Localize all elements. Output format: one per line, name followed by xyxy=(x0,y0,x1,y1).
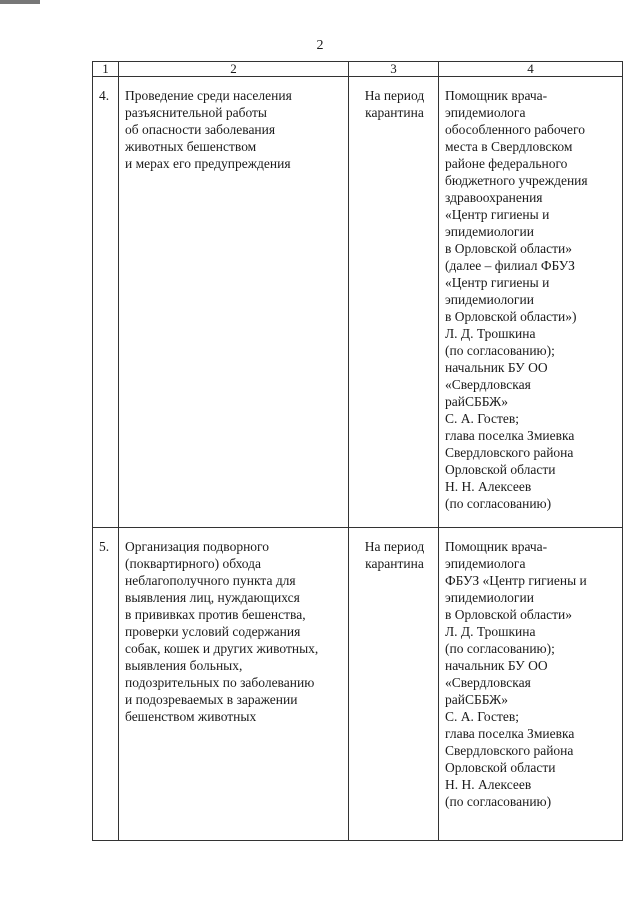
period-cell: На период карантина xyxy=(349,527,439,840)
page-number: 2 xyxy=(316,38,324,53)
activity-cell: Проведение среди населения разъяснительной работы об опасности заболевания животных бешенством и мерах его предупреждения xyxy=(119,77,349,528)
header-col-4: 4 xyxy=(439,62,623,77)
row-number: 4. xyxy=(93,77,119,528)
table-row xyxy=(93,77,623,528)
header-col-1: 1 xyxy=(93,62,119,77)
row-number: 5. xyxy=(93,527,119,840)
activity-cell: Организация подворного (поквартирного) обхода неблагополучного пункта для выявления лиц, нуждающихся в прививках против бешенства, проверки условий содержания собак, кошек и других животных, выявления больных, подозрительных по заболеванию и подозреваемых в заражении бешенством животных xyxy=(119,527,349,840)
header-col-3: 3 xyxy=(349,62,439,77)
responsible-cell: Помощник врача- эпидемиолога обособленного рабочего места в Свердловском районе федерального бюджетного учреждения здравоохранения «Центр гигиены и эпидемиологии в Орловской области» (далее – филиал ФБУЗ «Центр гигиены и эпидемиологии в Орловской области») Л. Д. Трошкина (по согласованию); начальник БУ ОО «Свердловская райСББЖ» С. А. Гостев; глава поселка Змиевка Свердловского района Орловской области Н. Н. Алексеев (по согласованию) xyxy=(439,77,623,528)
measures-table xyxy=(92,61,623,841)
responsible-cell: Помощник врача- эпидемиолога ФБУЗ «Центр гигиены и эпидемиологии в Орловской области» Л. Д. Трошкина (по согласованию); начальник БУ ОО «Свердловская райСББЖ» С. А. Гостев; глава поселка Змиевка Свердловского района Орловской области Н. Н. Алексеев (по согласованию) xyxy=(439,527,623,840)
scan-corner-mark xyxy=(0,0,40,4)
table-header-row xyxy=(93,62,623,77)
header-col-2: 2 xyxy=(119,62,349,77)
table-row xyxy=(93,527,623,840)
period-cell: На период карантина xyxy=(349,77,439,528)
